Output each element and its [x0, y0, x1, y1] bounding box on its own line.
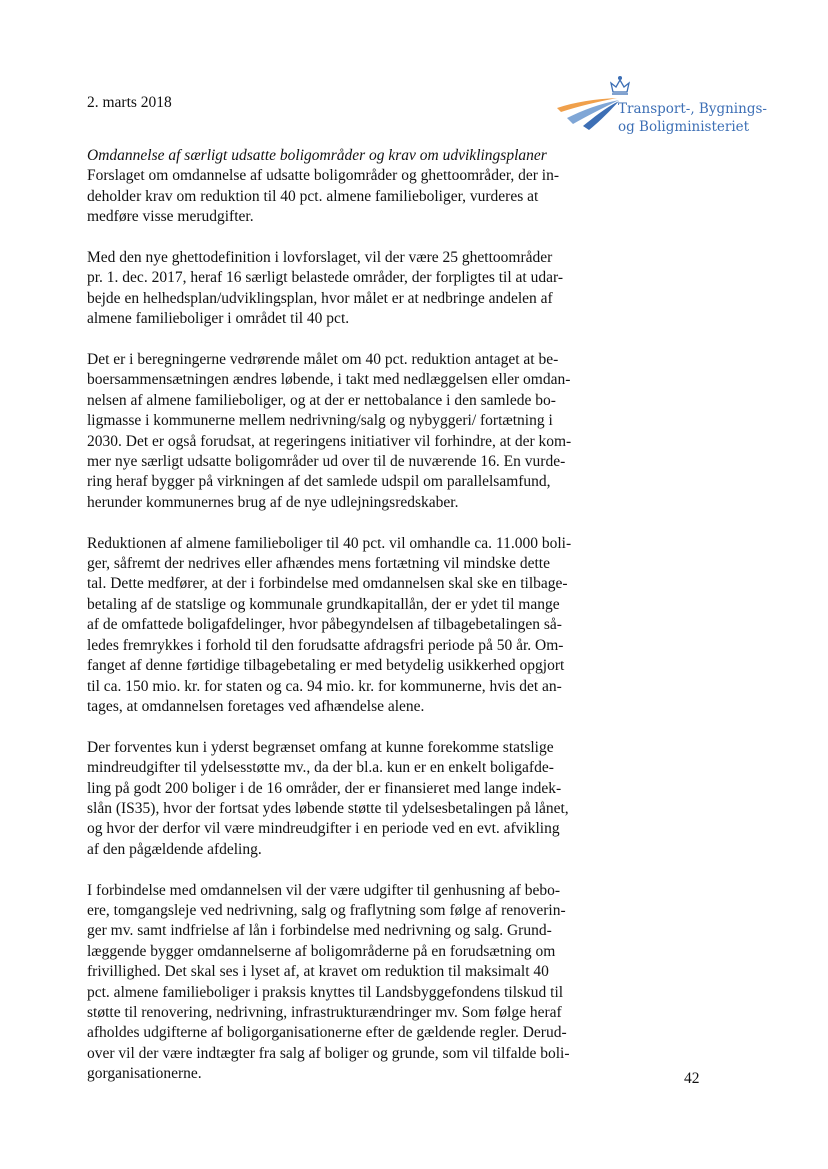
text-line: ling på godt 200 boliger i de 16 områder, der er finansieret med lange indek-	[87, 779, 562, 797]
ministry-name-line1: Transport-, Bygnings-	[618, 101, 767, 117]
text-line: afholdes udgifterne af boligorganisationerne efter de gældende regler. Derud-	[87, 1024, 567, 1042]
ministry-name-line2: og Boligministeriet	[618, 119, 750, 135]
document-body	[87, 146, 592, 1105]
text-line: bejde en helhedsplan/udviklingsplan, hvor målet er at nedbringe andelen af	[87, 289, 553, 307]
text-line: over vil der være indtægter fra salg af boliger og grunde, som vil tilfalde boli-	[87, 1044, 570, 1062]
crown-icon	[611, 77, 629, 94]
text-line: mer nye særligt udsatte boligområder ud over til de nuværende 16. En vurde-	[87, 453, 566, 471]
text-line: Reduktionen af almene familieboliger til 40 pct. vil omhandle ca. 11.000 boli-	[87, 534, 572, 552]
text-line: til ca. 150 mio. kr. for staten og ca. 94 mio. kr. for kommunerne, hvis det an-	[87, 677, 562, 695]
text-line: I forbindelse med omdannelsen vil der være udgifter til genhusning af bebo-	[87, 881, 561, 899]
ministry-logo	[555, 74, 765, 140]
text-line: almene familieboliger i området til 40 pct.	[87, 310, 350, 328]
text-line: boersammensætningen ændres løbende, i takt med nedlæggelsen eller omdan-	[87, 371, 571, 389]
section-heading: Omdannelse af særligt udsatte boligområder og krav om udviklingsplaner	[87, 147, 547, 164]
text-line: ligmasse i kommunerne mellem nedrivning/salg og nybyggeri/ fortætning i	[87, 412, 553, 430]
text-line: pct. almene familieboliger i praksis knyttes til Landsbyggefondens tilskud til	[87, 983, 564, 1001]
text-line: 2030. Det er også forudsat, at regeringens initiativer vil forhindre, at der kom-	[87, 432, 572, 450]
paragraph-2	[87, 248, 592, 330]
text-line: slån (IS35), hvor der fortsat ydes løbende støtte til ydelsesbetalingen på lånet,	[87, 799, 569, 817]
text-line: ger mv. samt indfrielse af lån i forbindelse med nedrivning og salg. Grund-	[87, 922, 552, 940]
text-line: af den pågældende afdeling.	[87, 840, 262, 858]
text-line: Med den nye ghettodefinition i lovforslaget, vil der være 25 ghettoområder	[87, 249, 553, 267]
text-line: ere, tomgangsleje ved nedrivning, salg og fraflytning som følge af renoverin-	[87, 901, 566, 919]
text-line: nelsen af almene familieboliger, og at der er nettobalance i den samlede bo-	[87, 391, 556, 409]
text-line: medføre visse merudgifter.	[87, 208, 254, 226]
text-line: tages, at omdannelsen foretages ved afhændelse alene.	[87, 697, 425, 715]
text-line: tal. Dette medfører, at der i forbindelse med omdannelsen skal ske en tilbage-	[87, 575, 568, 593]
text-line: herunder kommunernes brug af de nye udlejningsredskaber.	[87, 493, 459, 511]
paragraph-5	[87, 738, 592, 860]
text-line: betaling af de statslige og kommunale grundkapitallån, der er ydet til mange	[87, 595, 560, 613]
text-line: læggende bygger omdannelserne af boligområderne på en forudsætning om	[87, 942, 556, 960]
text-line: af de omfattede boligafdelinger, hvor påbegyndelsen af tilbagebetalingen så-	[87, 616, 562, 634]
text-line: Der forventes kun i yderst begrænset omfang at kunne forekomme statslige	[87, 738, 554, 756]
text-line: frivillighed. Det skal ses i lyset af, at kravet om reduktion til maksimalt 40	[87, 963, 549, 981]
text-line: Det er i beregningerne vedrørende målet om 40 pct. reduktion antaget at be-	[87, 351, 559, 369]
text-line: fanget af denne førtidige tilbagebetaling er med betydelig usikkerhed opgjort	[87, 657, 565, 675]
page-number: 42	[684, 1070, 700, 1087]
text-line: ledes fremrykkes i forhold til den forudsatte afdragsfri periode på 50 år. Om-	[87, 636, 564, 654]
paragraph-3	[87, 350, 592, 513]
paragraph-6	[87, 881, 592, 1085]
text-line: ring heraf bygger på virkningen af det samlede udspil om parallelsamfund,	[87, 473, 551, 491]
text-line: og hvor der derfor vil være mindreudgifter i en periode ved en evt. afvikling	[87, 820, 560, 838]
text-line: pr. 1. dec. 2017, heraf 16 særligt belastede områder, der forpligtes til at udar-	[87, 269, 563, 287]
text-line: mindreudgifter til ydelsesstøtte mv., da der bl.a. kun er en enkelt boligafde-	[87, 759, 554, 777]
document-date: 2. marts 2018	[87, 94, 172, 111]
paragraph-1	[87, 146, 592, 228]
text-line: ger, såfremt der nedrives eller afhændes mens fortætning vil mindske dette	[87, 555, 550, 573]
text-line: støtte til renovering, nedrivning, infrastrukturændringer mv. Som følge heraf	[87, 1003, 562, 1021]
text-line: gorganisationerne.	[87, 1065, 202, 1083]
text-line: deholder krav om reduktion til 40 pct. almene familieboliger, vurderes at	[87, 187, 539, 205]
paragraph-4	[87, 534, 592, 718]
text-line: Forslaget om omdannelse af udsatte boligområder og ghettoområder, der in-	[87, 167, 559, 185]
